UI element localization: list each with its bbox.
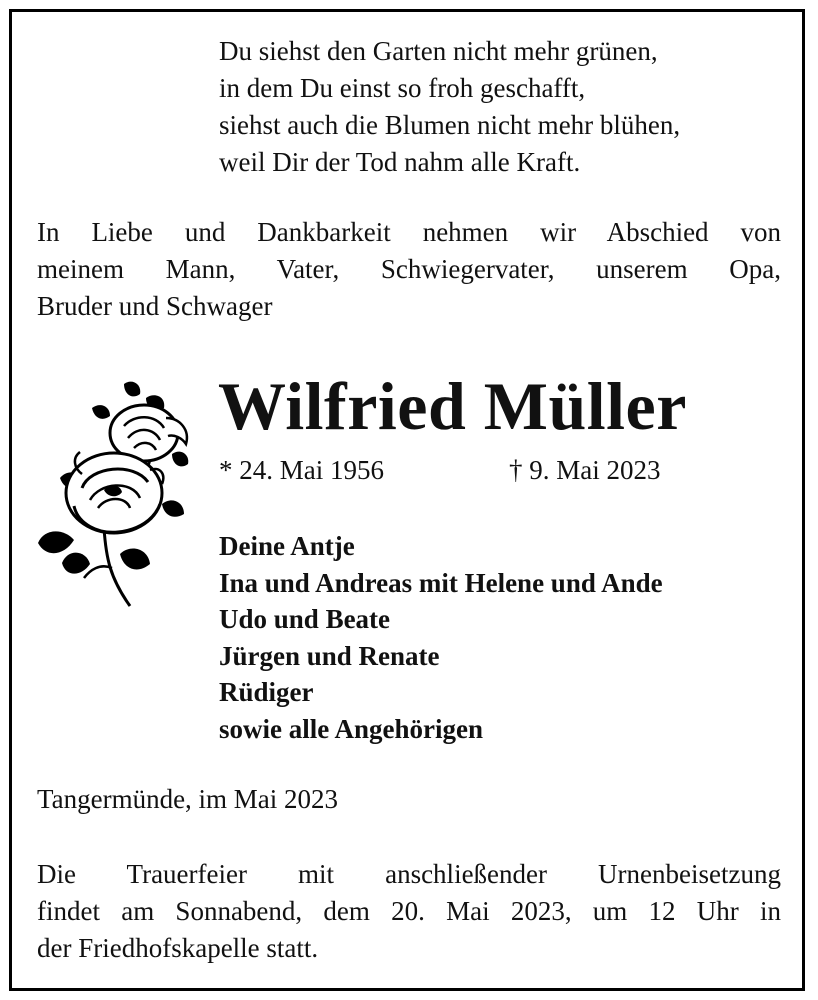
funeral-service-text — [37, 856, 781, 967]
mourners-list — [219, 528, 663, 747]
service-line: findet am Sonnabend, dem 20. Mai 2023, um 12 Uhr in — [37, 896, 781, 926]
poem-line: in dem Du einst so froh geschafft, — [219, 73, 586, 103]
poem-line: siehst auch die Blumen nicht mehr blühen, — [219, 110, 681, 140]
mourner-line: Ina und Andreas mit Helene und Ande — [219, 567, 663, 598]
birth-date: * 24. Mai 1956 — [219, 455, 384, 485]
mourner-line: Deine Antje — [219, 531, 355, 561]
poem-line: weil Dir der Tod nahm alle Kraft. — [219, 147, 581, 177]
place-and-date: Tangermünde, im Mai 2023 — [37, 784, 339, 814]
death-date: † 9. Mai 2023 — [509, 455, 661, 485]
intro-text — [37, 214, 781, 325]
mourner-line: Rüdiger — [219, 677, 314, 707]
poem — [219, 33, 680, 181]
mourner-line: Jürgen und Renate — [219, 640, 440, 671]
mourner-line: sowie alle Angehörigen — [219, 713, 483, 744]
deceased-name: Wilfried Müller — [218, 368, 687, 444]
rose-icon — [34, 378, 202, 610]
intro-line: Bruder und Schwager — [37, 291, 273, 321]
service-line: Die Trauerfeier mit anschließender Urnenbeisetzung — [37, 859, 781, 889]
poem-line: Du siehst den Garten nicht mehr grünen, — [219, 36, 658, 66]
intro-line: meinem Mann, Vater, Schwiegervater, unserem Opa, — [37, 254, 781, 284]
service-line: der Friedhofskapelle statt. — [37, 933, 319, 963]
intro-line: In Liebe und Dankbarkeit nehmen wir Abschied von — [37, 217, 781, 247]
mourner-line: Udo und Beate — [219, 604, 391, 634]
